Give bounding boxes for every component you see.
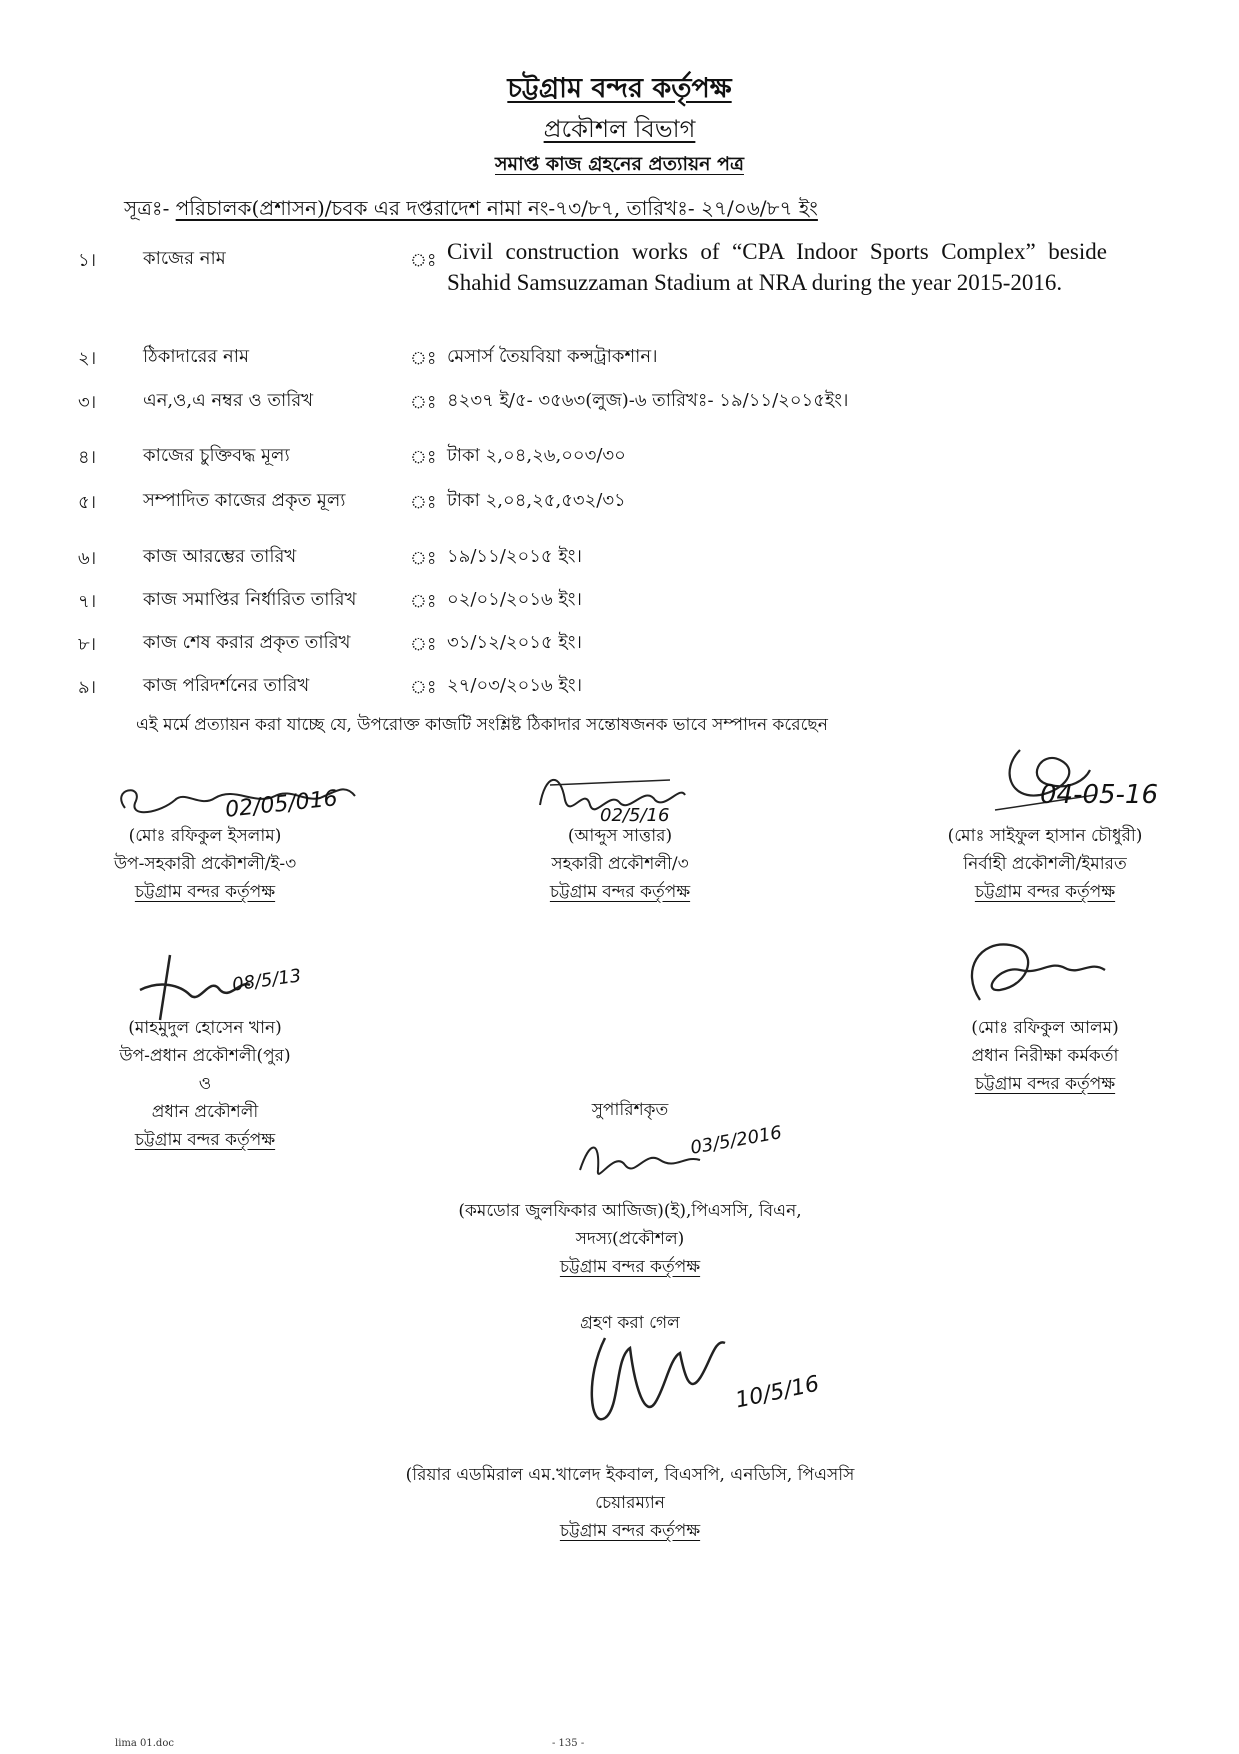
reference-prefix: সূত্রঃ- — [124, 196, 170, 220]
row-colon: ঃ — [410, 392, 437, 413]
certification-text: এই মর্মে প্রত্যায়ন করা যাচ্ছে যে, উপরোক্ত কাজটি সংশ্লিষ্ট ঠিকাদার সন্তোষজনক ভাবে সম্পাদন করেছেন — [136, 715, 828, 735]
row-number: ৮। — [78, 634, 97, 655]
row-number: ২। — [78, 348, 97, 369]
chairman-name: (রিয়ার এডমিরাল এম.খালেদ ইকবাল, বিএসপি, এনডিসি, পিএসসি — [405, 1465, 855, 1485]
row-number: ৭। — [78, 591, 97, 612]
row-label: ঠিকাদারের নাম — [143, 346, 249, 367]
row-label: কাজের নাম — [143, 248, 226, 269]
row-value: মেসার্স তৈয়বিয়া কন্সট্রাকশান। — [447, 346, 658, 367]
signatory-5-title: প্রধান নিরীক্ষা কর্মকর্তা — [971, 1046, 1119, 1066]
organization-title: চট্টগ্রাম বন্দর কর্তৃপক্ষ — [507, 73, 732, 104]
signatory-1-title: উপ-সহকারী প্রকৌশলী/ই-৩ — [113, 854, 297, 874]
signature-date-3: 04-05-16 — [1040, 780, 1159, 810]
row-colon: ঃ — [410, 492, 437, 513]
chairman-title: চেয়ারম্যান — [595, 1493, 665, 1513]
row-number: ৫। — [78, 492, 97, 513]
signatory-1-org: চট্টগ্রাম বন্দর কর্তৃপক্ষ — [134, 882, 276, 902]
signature-date-1: 02/05/016 — [224, 786, 339, 823]
row-colon: ঃ — [410, 591, 437, 612]
row-value: ০২/০১/২০১৬ ইং। — [447, 589, 582, 610]
recommender-org: চট্টগ্রাম বন্দর কর্তৃপক্ষ — [559, 1257, 701, 1277]
row-value: ২৭/০৩/২০১৬ ইং। — [447, 675, 583, 696]
signature-date-2: 02/5/16 — [600, 805, 670, 826]
footer-filename: lima 01.doc — [115, 1738, 174, 1749]
row-value: টাকা ২,০৪,২৬,০০৩/৩০ — [447, 445, 626, 466]
row-label: সম্পাদিত কাজের প্রকৃত মূল্য — [143, 490, 346, 511]
footer-page-number: - 135 - — [552, 1738, 585, 1749]
row-colon: ঃ — [410, 447, 437, 468]
signatory-4-title-2: প্রধান প্রকৌশলী — [151, 1102, 259, 1122]
signature-khaled-iqbal — [575, 1318, 775, 1438]
signature-date-recommended: 03/5/2016 — [688, 1122, 784, 1159]
row-colon: ঃ — [410, 634, 437, 655]
row-label: কাজ আরম্ভের তারিখ — [143, 546, 297, 567]
signatory-4-title: উপ-প্রধান প্রকৌশলী(পুর) — [119, 1046, 291, 1066]
document-title: সমাপ্ত কাজ গ্রহনের প্রত্যায়ন পত্র — [495, 153, 744, 175]
row-colon: ঃ — [410, 348, 437, 369]
signatory-2-title: সহকারী প্রকৌশলী/৩ — [551, 854, 689, 874]
row-value: Civil construction works of “CPA Indoor Sports Complex” beside Shahid Samsuzzaman Stadium at NRA during the year 2015-2016. — [447, 239, 1107, 295]
signatory-3-org: চট্টগ্রাম বন্দর কর্তৃপক্ষ — [974, 882, 1116, 902]
signatory-3-title: নির্বাহী প্রকৌশলী/ইমারত — [963, 854, 1127, 874]
row-value: টাকা ২,০৪,২৫,৫৩২/৩১ — [447, 490, 626, 511]
recommended-label: সুপারিশকৃত — [591, 1100, 669, 1120]
recommender-name: (কমডোর জুলফিকার আজিজ)(ই),পিএসসি, বিএন, — [458, 1201, 802, 1221]
reference-text: পরিচালক(প্রশাসন)/চবক এর দপ্তরাদেশ নামা নং-৭৩/৮৭, তারিখঃ- ২৭/০৬/৮৭ ইং — [175, 196, 818, 220]
row-colon: ঃ — [410, 677, 437, 698]
row-number: ৬। — [78, 548, 97, 569]
row-number: ৯। — [78, 677, 97, 698]
row-label: কাজের চুক্তিবদ্ধ মূল্য — [143, 445, 290, 466]
signatory-2-org: চট্টগ্রাম বন্দর কর্তৃপক্ষ — [549, 882, 691, 902]
row-number: ৪। — [78, 447, 97, 468]
row-value: ১৯/১১/২০১৫ ইং। — [447, 546, 582, 567]
department-title: প্রকৌশল বিভাগ — [543, 115, 696, 143]
row-colon: ঃ — [410, 548, 437, 569]
reference-line — [124, 194, 818, 227]
signatory-4-name: (মাহমুদুল হোসেন খান) — [128, 1018, 282, 1038]
row-value: ৪২৩৭ ই/৫- ৩৫৬৩(লুজ)-৬ তারিখঃ- ১৯/১১/২০১৫ইং। — [447, 390, 849, 411]
signatory-5-org: চট্টগ্রাম বন্দর কর্তৃপক্ষ — [974, 1074, 1116, 1094]
row-colon: ঃ — [410, 250, 437, 271]
signatory-2-name: (আব্দুস সাত্তার) — [567, 826, 673, 846]
recommender-title: সদস্য(প্রকৌশল) — [575, 1229, 685, 1249]
row-label: কাজ শেষ করার প্রকৃত তারিখ — [143, 632, 351, 653]
row-value: ৩১/১২/২০১৫ ইং। — [447, 632, 582, 653]
row-number: ৩। — [78, 392, 97, 413]
signature-date-4: 08/5/13 — [230, 965, 303, 996]
signatory-1-name: (মোঃ রফিকুল ইসলাম) — [128, 826, 282, 846]
signature-rafiqul-alam — [940, 930, 1120, 1020]
signature-date-accepted: 10/5/16 — [733, 1371, 822, 1414]
signatory-4-org: চট্টগ্রাম বন্দর কর্তৃপক্ষ — [134, 1130, 276, 1150]
row-label: কাজ সমাপ্তির নির্ধারিত তারিখ — [143, 589, 357, 610]
signatory-5-name: (মোঃ রফিকুল আলম) — [971, 1018, 1119, 1038]
row-label: এন,ও,এ নম্বর ও তারিখ — [143, 390, 314, 411]
signatory-4-conjunction: ও — [198, 1074, 212, 1094]
row-number: ১। — [78, 250, 97, 271]
accepted-label: গ্রহণ করা গেল — [580, 1313, 680, 1333]
row-label: কাজ পরিদর্শনের তারিখ — [143, 675, 310, 696]
chairman-org: চট্টগ্রাম বন্দর কর্তৃপক্ষ — [559, 1521, 701, 1541]
signatory-3-name: (মোঃ সাইফুল হাসান চৌধুরী) — [947, 826, 1143, 846]
